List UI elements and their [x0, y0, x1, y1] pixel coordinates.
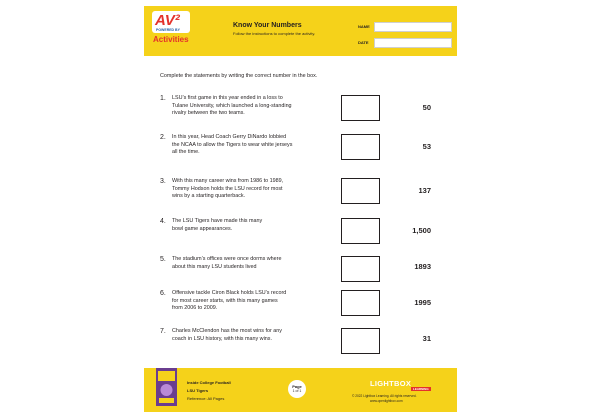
question-row — [144, 218, 457, 248]
question-number: 1. — [160, 95, 166, 102]
footer-bar — [144, 368, 457, 412]
book-cover-thumbnail-icon — [156, 368, 177, 406]
question-number: 7. — [160, 328, 166, 335]
date-label: DATE — [358, 40, 369, 45]
answer-box[interactable] — [341, 256, 380, 282]
answer-choice: 1995 — [414, 298, 431, 307]
answer-choice: 31 — [422, 334, 431, 343]
question-number: 3. — [160, 178, 166, 185]
question-number: 5. — [160, 256, 166, 263]
answer-choice: 1893 — [414, 262, 431, 271]
footer-series: Inside College Football — [187, 380, 231, 385]
page-badge — [288, 380, 306, 398]
question-row — [144, 134, 457, 164]
lightbox-learning-tag: LEARNING — [413, 387, 429, 391]
answer-box[interactable] — [341, 95, 380, 121]
question-text: In this year, Head Coach Gerry DiNardo lobbied the NCAA to allow the Tigers to wear white jerseys all the time. — [172, 134, 293, 156]
question-text: LSU’s first game in this year ended in a loss to Tulane University, which launched a long-standing rivalry between the two teams. — [172, 95, 292, 117]
answer-box[interactable] — [341, 328, 380, 354]
footer-reference: Reference: All Pages — [187, 396, 225, 401]
footer-url[interactable]: www.openlightbox.com — [370, 399, 403, 403]
av2-logo-icon — [152, 11, 190, 33]
question-text: Charles McClendon has the most wins for any coach in LSU history, with this many wins. — [172, 328, 282, 342]
name-field[interactable] — [374, 22, 452, 32]
answer-box[interactable] — [341, 218, 380, 244]
header-bar — [144, 6, 457, 56]
answer-box[interactable] — [341, 290, 380, 316]
question-row — [144, 328, 457, 358]
question-text: Offensive tackle Ciron Black holds LSU’s record for most career starts, with this many games from 2006 to 2009. — [172, 290, 287, 312]
question-row — [144, 290, 457, 320]
question-number: 2. — [160, 134, 166, 141]
page-label: Page — [292, 384, 302, 389]
question-number: 4. — [160, 218, 166, 225]
answer-box[interactable] — [341, 178, 380, 204]
footer-book: LSU Tigers — [187, 388, 209, 393]
answer-choice: 50 — [422, 103, 431, 112]
logo-subtext: POWERED BY — [156, 28, 180, 32]
activity-title: Know Your Numbers — [233, 22, 302, 29]
answer-box[interactable] — [341, 134, 380, 160]
date-field[interactable] — [374, 38, 452, 48]
question-row — [144, 95, 457, 125]
question-number: 6. — [160, 290, 166, 297]
activities-label: Activities — [153, 35, 189, 44]
activity-subtitle: Follow the instructions to complete the activity. — [233, 31, 316, 36]
logo-text: AV² — [155, 12, 180, 29]
question-row — [144, 178, 457, 208]
name-label: NAME — [358, 24, 370, 29]
question-text: The stadium’s offices were once dorms where about this many LSU students lived — [172, 256, 282, 270]
question-text: The LSU Tigers have made this many bowl game appearances. — [172, 218, 263, 232]
instruction-text: Complete the statements by writing the correct number in the box. — [160, 73, 318, 79]
answer-choice: 53 — [422, 142, 431, 151]
question-row — [144, 256, 457, 286]
lightbox-logo: LIGHTBOX — [370, 379, 412, 388]
question-text: With this many career wins from 1986 to 1989, Tommy Hodson holds the LSU record for most wins by a starting quarterback. — [172, 178, 284, 200]
worksheet-page — [144, 0, 457, 412]
answer-choice: 1,500 — [412, 226, 431, 235]
page-value: 1 of 1 — [292, 389, 302, 393]
answer-choice: 137 — [418, 186, 431, 195]
copyright-text: © 2022 Lightbox Learning. All rights reserved. — [352, 394, 417, 398]
